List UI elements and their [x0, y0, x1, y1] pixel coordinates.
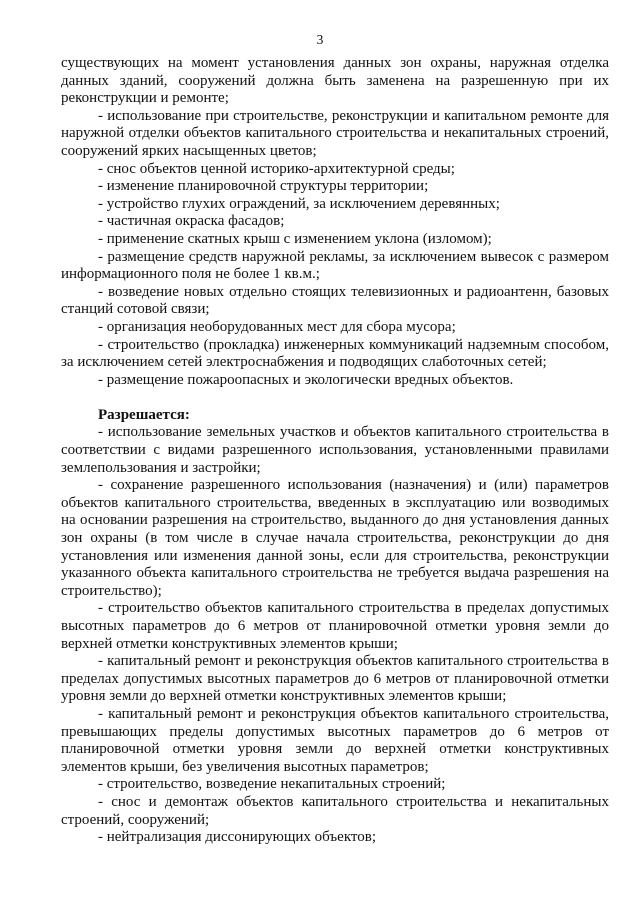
- list-item: - частичная окраска фасадов;: [98, 213, 285, 230]
- page-number: 3: [316, 32, 324, 47]
- list-item: - использование земельных участков и объектов капитального строительства в соответствии с видами разрешенного использования, установленными правилами землепользования и застройки;: [61, 424, 609, 476]
- list-item: - возведение новых отдельно стоящих телевизионных и радиоантенн, базовых станций сотовой связи;: [61, 283, 609, 318]
- list-item: - строительство, возведение некапитальных строений;: [98, 776, 446, 793]
- list-item: - организация необорудованных мест для сбора мусора;: [98, 318, 456, 335]
- list-item: - снос и демонтаж объектов капитального строительства и некапитальных строений, сооружений;: [61, 793, 609, 828]
- list-item: - использование при строительстве, реконструкции и капитальном ремонте для наружной отделки объектов капитального строительства и некапитальных строений, сооружений ярких насыщенных цветов;: [61, 107, 609, 159]
- list-item: - размещение пожароопасных и экологически вредных объектов.: [98, 371, 514, 388]
- list-item: - устройство глухих ограждений, за исключением деревянных;: [98, 195, 500, 212]
- list-item: - нейтрализация диссонирующих объектов;: [98, 829, 377, 846]
- list-item: - капитальный ремонт и реконструкция объектов капитального строительства в пределах допустимых высотных параметров до 6 метров от планировочной отметки уровня земли до верхней отметки конструктивных элементов крыши;: [61, 653, 609, 705]
- list-item: - сохранение разрешенного использования (назначения) и (или) параметров объектов капитального строительства, введенных в эксплуатацию или возводимых на основании разрешения на строительство, выданного до дня установления данных зон охраны (в том числе в случае начала строительства, реконструкции до дня установления или изменения данной зоны, если для строительства, реконструкции указанного объекта капитального строительства не требуется выдача разрешения на строительство);: [61, 477, 609, 599]
- list-item: - строительство объектов капитального строительства в пределах допустимых высотных параметров до 6 метров от планировочной отметки уровня земли до верхней отметки конструктивных элементов крыши;: [61, 600, 609, 652]
- list-item: - изменение планировочной структуры территории;: [98, 178, 429, 195]
- list-item: - снос объектов ценной историко-архитектурной среды;: [98, 160, 455, 177]
- list-item: - строительство (прокладка) инженерных коммуникаций надземным способом, за исключением сетей электроснабжения и подводящих слаботочных сетей;: [61, 336, 609, 371]
- list-item: - капитальный ремонт и реконструкция объектов капитального строительства, превышающих пределы допустимых высотных параметров до 6 метров от планировочной отметки уровня земли до верхней отметки конструктивных элементов крыши, без увеличения высотных параметров;: [61, 705, 609, 775]
- section-heading-permitted: Разрешается:: [98, 406, 190, 423]
- document-body: [61, 55, 609, 847]
- paragraph: существующих на момент установления данных зон охраны, наружная отделка данных зданий, сооружений должна быть заменена на разрешенную при их реконструкции и ремонте;: [61, 55, 609, 107]
- list-item: - применение скатных крыш с изменением уклона (изломом);: [98, 230, 492, 247]
- list-item: - размещение средств наружной рекламы, за исключением вывесок с размером информационного поля не более 1 кв.м.;: [61, 248, 609, 283]
